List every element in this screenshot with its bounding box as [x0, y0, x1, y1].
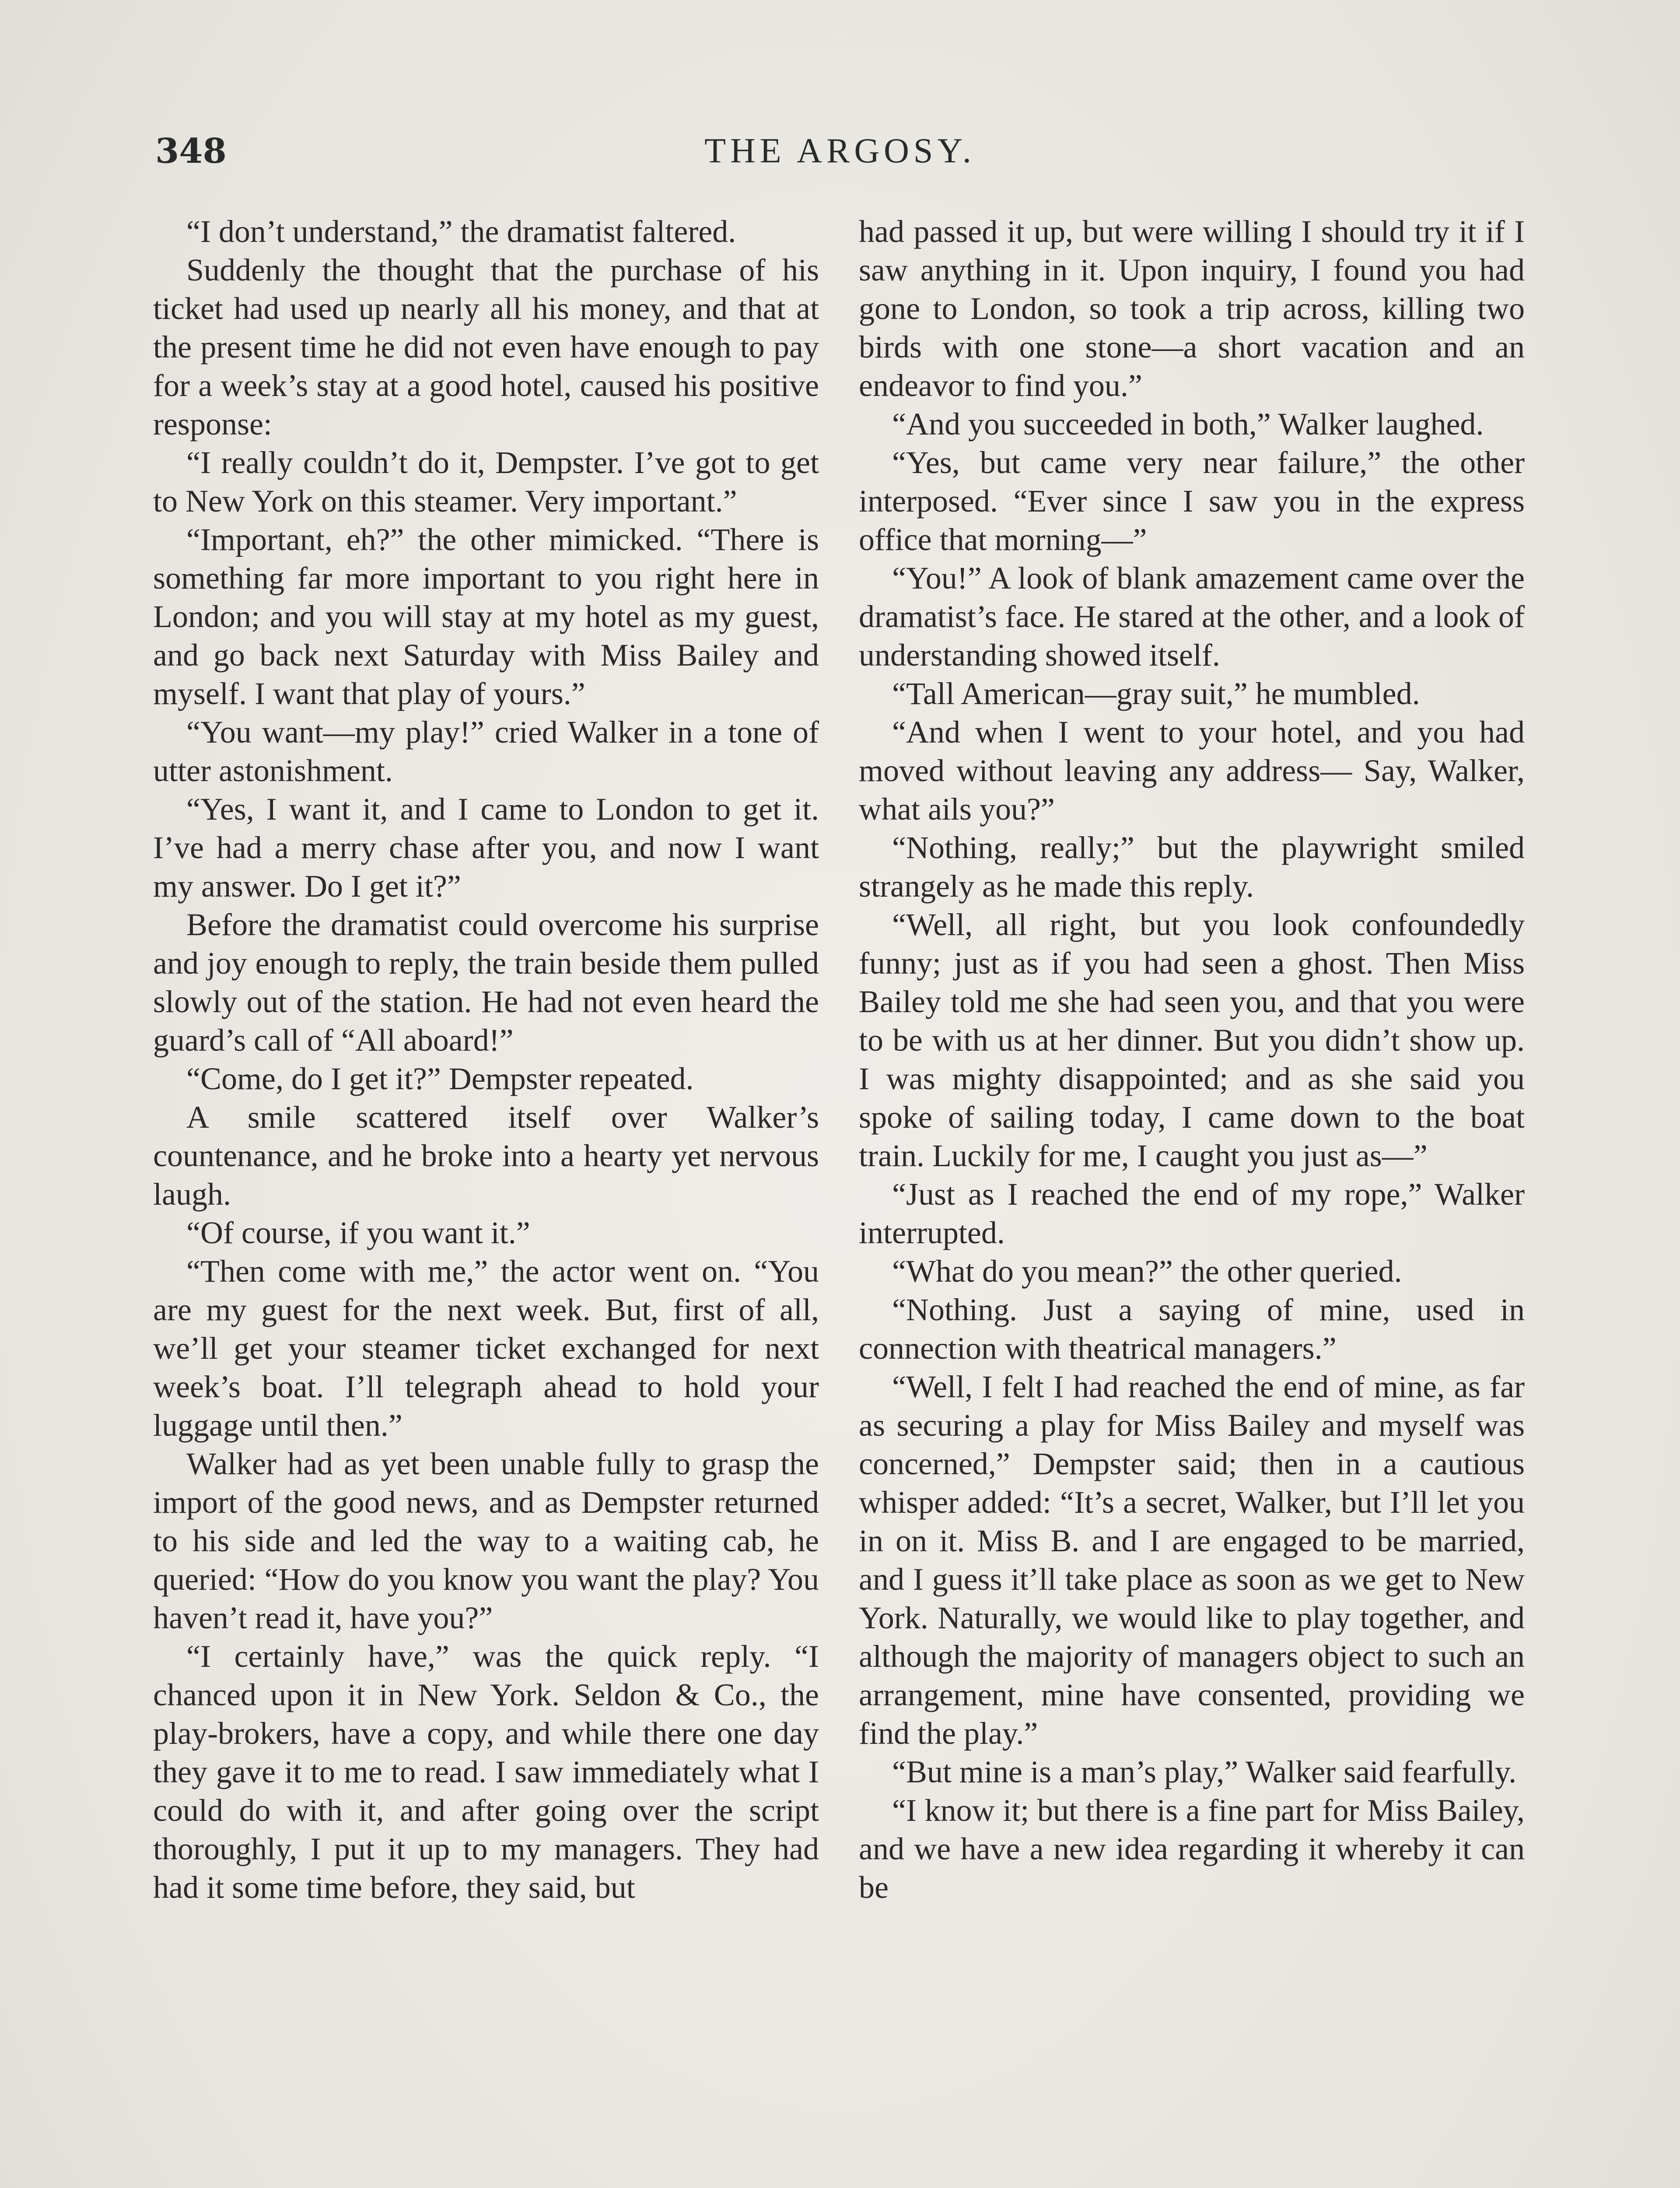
- paragraph: “Tall American—gray suit,” he mumbled.: [892, 676, 1420, 711]
- paragraph: “Come, do I get it?” Dempster repeated.: [186, 1061, 694, 1096]
- paragraph: Before the dramatist could overcome his surprise and joy enough to reply, the train beside them pulled slowly out of the station. He had not even heard the guard’s call of “All aboard!”: [153, 907, 819, 1058]
- paragraph: A smile scattered itself over Walker’s countenance, and he broke into a hearty yet nervous laugh.: [153, 1100, 819, 1212]
- paragraph: Suddenly the thought that the purchase of his ticket had used up nearly all his money, and that at the present time he did not even have enough to pay for a week’s stay at a good hotel, caused his positive response:: [153, 252, 819, 442]
- paragraph: “Important, eh?” the other mimicked. “There is something far more important to you right here in London; and you will stay at my hotel as my guest, and go back next Saturday with Miss Bailey and myself. I want that play of yours.”: [153, 522, 819, 711]
- paragraph: “You want—my play!” cried Walker in a tone of utter astonishment.: [153, 715, 819, 788]
- paragraph: “I certainly have,” was the quick reply. “I chanced upon it in New York. Seldon & Co., the play-brokers, have a copy, and while there one day they gave it to me to read. I saw immediately what I could do with it, and after going over the script thoroughly, I put it up to my managers. They had had it some time before, they said, but: [153, 1639, 819, 1905]
- paragraph: “But mine is a man’s play,” Walker said fearfully.: [892, 1754, 1517, 1789]
- paragraph: Walker had as yet been unable fully to grasp the import of the good news, and as Dempster returned to his side and led the way to a waiting cab, he queried: “How do you know you want the play? You haven’t read it, have you?”: [153, 1446, 819, 1635]
- right-text-column: [859, 212, 1525, 1907]
- paragraph: “Yes, I want it, and I came to London to get it. I’ve had a merry chase after you, and now I want my answer. Do I get it?”: [153, 792, 819, 904]
- paragraph: “And you succeeded in both,” Walker laughed.: [892, 407, 1484, 442]
- paragraph: had passed it up, but were willing I should try it if I saw anything in it. Upon inquiry, I found you had gone to London, so took a trip across, killing two birds with one stone—a short vacation and an endeavor to find you.”: [859, 214, 1525, 403]
- paragraph: “You!” A look of blank amazement came over the dramatist’s face. He stared at the other, and a look of understanding showed itself.: [859, 561, 1525, 673]
- paragraph: “I don’t understand,” the dramatist faltered.: [186, 214, 736, 249]
- page-header: [155, 131, 1525, 184]
- paragraph: “Of course, if you want it.”: [186, 1215, 530, 1250]
- paragraph: “I really couldn’t do it, Dempster. I’ve got to get to New York on this steamer. Very important.”: [153, 445, 819, 519]
- left-text-column: [153, 212, 819, 1907]
- running-title: THE ARGOSY.: [704, 132, 976, 170]
- paragraph: “Yes, but came very near failure,” the other interposed. “Ever since I saw you in the express office that morning—”: [859, 445, 1525, 557]
- paragraph: “Nothing, really;” but the playwright smiled strangely as he made this reply.: [859, 830, 1525, 904]
- paragraph: “Then come with me,” the actor went on. “You are my guest for the next week. But, first of all, we’ll get your steamer ticket exchanged for next week’s boat. I’ll telegraph ahead to hold your luggage until then.”: [153, 1254, 819, 1443]
- paragraph: “Nothing. Just a saying of mine, used in connection with theatrical managers.”: [859, 1292, 1525, 1366]
- paragraph: “And when I went to your hotel, and you had moved without leaving any address— Say, Walker, what ails you?”: [859, 715, 1525, 827]
- paragraph: “Well, all right, but you look confoundedly funny; just as if you had seen a ghost. Then Miss Bailey told me she had seen you, and that you were to be with us at her dinner. But you didn’t show up. I was mighty disappointed; and as she said you spoke of sailing today, I came down to the boat train. Luckily for me, I caught you just as—”: [859, 907, 1525, 1173]
- paragraph: “Well, I felt I had reached the end of mine, as far as securing a play for Miss Bailey and myself was concerned,” Dempster said; then in a cautious whisper added: “It’s a secret, Walker, but I’ll let you in on it. Miss B. and I are engaged to be married, and I guess it’ll take place as soon as we get to New York. Naturally, we would like to play together, and although the majority of managers object to such an arrangement, mine have consented, providing we find the play.”: [859, 1369, 1525, 1751]
- paragraph: “I know it; but there is a fine part for Miss Bailey, and we have a new idea regarding it whereby it can be: [859, 1793, 1525, 1905]
- paragraph: “What do you mean?” the other queried.: [892, 1254, 1402, 1289]
- paragraph: “Just as I reached the end of my rope,” Walker interrupted.: [859, 1177, 1525, 1250]
- page-number: 348: [155, 131, 227, 171]
